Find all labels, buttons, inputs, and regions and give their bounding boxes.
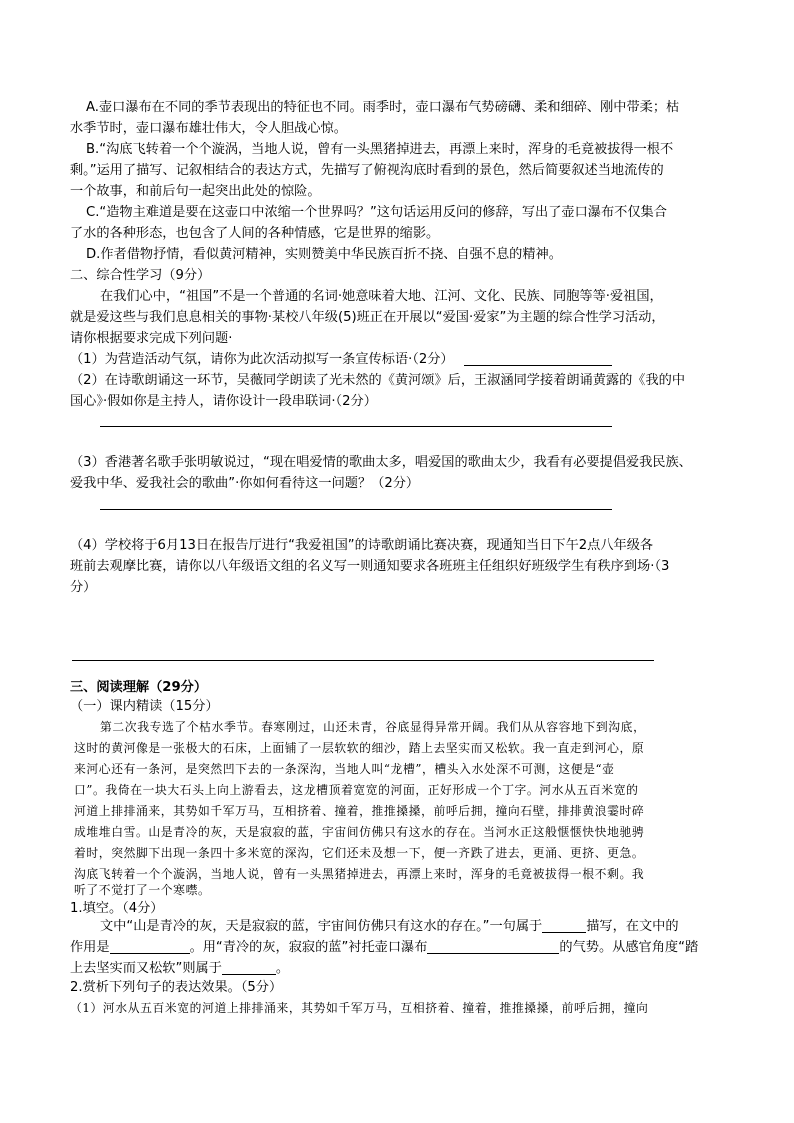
fill-blank-3[interactable] (427, 939, 559, 954)
passage-line: 来河心还有一条河，是突然凹下去的一条深沟，当地人叫“龙槽”，槽头入水处深不可测，这便是“壶 (74, 762, 615, 776)
appreciation-title: 2.赏析下列句子的表达效果。（5分） (70, 980, 283, 995)
option-d-line: D.作者借物抒情，看似黄河精神，实则赞美中华民族百折不挠、自强不息的精神。 (86, 247, 562, 262)
question-1-answer-blank[interactable] (464, 351, 612, 366)
passage-line: 听了不觉打了一个寒噤。 (74, 883, 211, 897)
question-2-line2: 国心》·假如你是主持人，请你设计一段串联词·（2分） (70, 394, 377, 409)
question-2-line1: （2）在诗歌朗诵这一环节，吴薇同学朗读了光未然的《黄河颂》后，王淑涵同学接着朗诵黄露的《我的中 (70, 373, 686, 388)
question-4-answer-line[interactable] (72, 660, 654, 661)
passage-line: 这时的黄河像是一张极大的石床，上面铺了一层软软的细沙，踏上去坚实而又松软。我一直走到河心，原 (74, 741, 645, 755)
fill-blank-1[interactable] (542, 918, 586, 933)
passage-line: 河道上排排涌来，其势如千军万马，互相挤着、撞着，推推搡搡，前呼后拥，撞向石壁，排排黄浪霎时碎 (74, 804, 645, 818)
fill-blank-text: 文中“山是青冷的灰，天是寂寂的蓝，宇宙间仿佛只有这水的存在。”一句属于 (100, 919, 543, 934)
fill-blank-2[interactable] (110, 939, 190, 954)
fill-blank-text: 的气势。从感官角度“踏 (559, 940, 699, 955)
option-c-line2: 了水的各种形态，也包含了人间的各种情感，它是世界的缩影。 (70, 226, 440, 241)
question-1-text: （1）为营造活动气氛，请你为此次活动拟写一条宣传标语·（2分） (70, 352, 454, 367)
fill-blank-text: 上去坚实而又松软”则属于 (70, 961, 222, 976)
option-b-line3: 一个故事，和前后句一起突出此处的惊险。 (70, 184, 321, 199)
section2-intro-line1: 在我们心中，“祖国”不是一个普通的名词·她意味着大地、江河、文化、民族、同胞等等·爱祖国， (100, 289, 663, 304)
appreciation-sentence-1: （1）河水从五百米宽的河道上排排涌来，其势如千军万马，互相挤着、撞着，推推搡搡，前呼后拥，撞向 (70, 1001, 649, 1015)
question-3-line2: 爱我中华、爱我社会的歌曲”·你如何看待这一问题？（2分） (70, 476, 420, 491)
passage-line: 第二次我专选了个枯水季节。春寒刚过，山还未青，谷底显得异常开阔。我们从从容容地下到沟底， (100, 720, 646, 734)
option-c-line1: C.“造物主难道是要在这壶口中浓缩一个世界吗？”这句话运用反问的修辞，写出了壶口瀑布不仅集合 (86, 205, 667, 220)
fill-blank-text: 。 (275, 961, 290, 976)
fill-blank-text: 作用是 (70, 940, 110, 955)
section3-heading: 三、阅读理解（29分） (70, 680, 208, 695)
fill-blank-title: 1.填空。（4分） (70, 901, 164, 916)
question-4-line2: 班前去观摩比赛，请你以八年级语文组的名义写一则通知要求各班班主任组织好班级学生有秩序到场·（3 (70, 559, 670, 574)
fill-blank-4[interactable] (222, 960, 276, 975)
question-3-answer-line[interactable] (100, 509, 612, 510)
fill-blank-line2 (70, 937, 726, 958)
section2-heading: 二、综合性学习（9分） (70, 268, 211, 283)
passage-line: 着时，突然脚下出现一条四十多米宽的深沟，它们还未及想一下，便一齐跌了进去，更涌、更挤、更急。 (74, 846, 645, 860)
option-b-line1: B.“沟底飞转着一个个漩涡，当地人说，曾有一头黑猪掉进去，再漂上来时，浑身的毛竟被拔得一根不 (86, 142, 674, 157)
fill-blank-line3 (70, 958, 726, 979)
question-4-line1: （4）学校将于6月13日在报告厅进行“我爱祖国”的诗歌朗诵比赛决赛，现通知当日下午2点八年级各 (70, 538, 654, 553)
option-a-line1: A.壶口瀑布在不同的季节表现出的特征也不同。雨季时，壶口瀑布气势磅礴、柔和细碎、刚中带柔；枯 (86, 100, 680, 115)
fill-blank-text: 描写，在文中的 (586, 919, 679, 934)
passage-line: 成堆堆白雪。山是青冷的灰，天是寂寂的蓝，宇宙间仿佛只有这水的存在。当河水正这般惬惬快快地驰骋 (74, 825, 645, 839)
section2-intro-line2: 就是爱这些与我们息息相关的事物·某校八年级(5)班正在开展以“爱国·爱家”为主题的综合性学习活动， (70, 310, 665, 325)
question-1 (70, 349, 726, 370)
option-b-line2: 剩。”运用了描写、记叙相结合的表达方式，先描写了俯视沟底时看到的景色，然后简要叙述当地流传的 (70, 163, 664, 178)
passage-line: 沟底飞转着一个个漩涡，当地人说，曾有一头黑猪掉进去，再漂上来时，浑身的毛竟被拔得一根不剩。我 (74, 867, 645, 881)
fill-blank-line1 (100, 916, 726, 937)
question-3-line1: （3）香港著名歌手张明敏说过，“现在唱爱情的歌曲太多，唱爱国的歌曲太少，我看有必要提倡爱我民族、 (70, 455, 692, 470)
option-a-line2: 水季节时，壶口瀑布雄壮伟大，令人胆战心惊。 (70, 121, 347, 136)
section2-intro-line3: 请你根据要求完成下列问题· (70, 331, 233, 346)
passage-line: 口”。我倚在一块大石头上向上游看去，这龙槽顶着宽宽的河面，正好形成一个丁字。河水从五百米宽的 (74, 783, 639, 797)
fill-blank-text: 。用“青冷的灰，寂寂的蓝”衬托壶口瀑布 (189, 940, 428, 955)
question-4-line3: 分） (70, 580, 97, 595)
section3-subheading: （一）课内精读（15分） (70, 699, 219, 714)
question-2-answer-line[interactable] (100, 426, 612, 427)
